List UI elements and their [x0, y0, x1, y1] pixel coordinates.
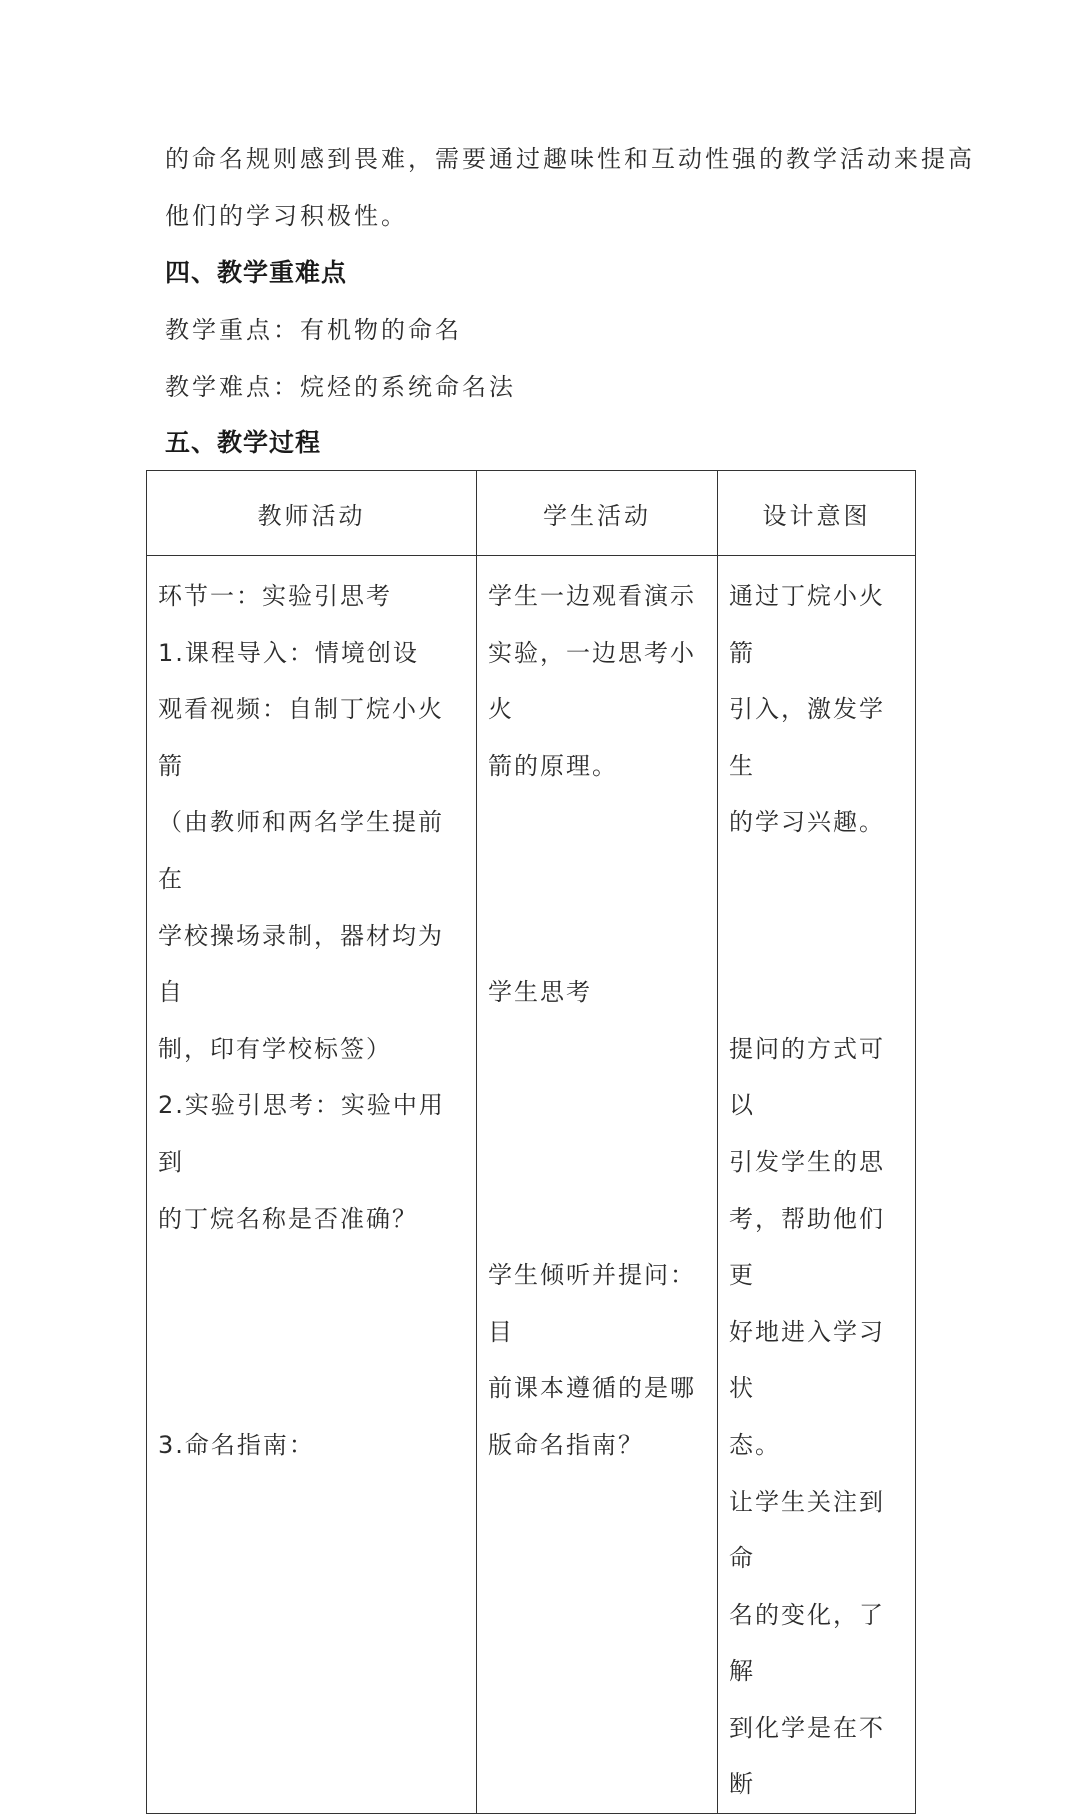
student-activity-line	[488, 1191, 707, 1248]
design-intent-line: 引入，激发学生	[729, 695, 885, 780]
design-intent-line	[729, 851, 905, 908]
student-activity-line	[488, 1134, 707, 1191]
teacher-activity-cell	[147, 556, 477, 1814]
teacher-activity-line	[158, 1360, 466, 1417]
design-intent-line	[729, 908, 905, 965]
table-body-row	[147, 556, 916, 1814]
design-intent-line	[729, 964, 905, 1021]
difficulty-text: 教学难点：烷烃的系统命名法	[165, 373, 516, 401]
teacher-activity-line: 学校操场录制，器材均为自	[158, 921, 444, 1007]
teacher-activity-line: 1.课程导入：情境创设	[158, 638, 419, 667]
intro-line-2: 他们的学习积极性。	[165, 202, 408, 230]
teacher-activity-line: 制，印有学校标签）	[158, 1034, 392, 1063]
design-intent-line: 态。	[729, 1430, 781, 1459]
student-activity-line: 实验，一边思考小火	[488, 638, 696, 724]
design-intent-line: 名的变化，了解	[729, 1600, 885, 1686]
teacher-activity-line: （由教师和两名学生提前在	[158, 808, 444, 893]
table-header-row	[147, 471, 916, 556]
key-point-text: 教学重点：有机物的命名	[165, 316, 462, 344]
student-activity-line: 学生思考	[488, 978, 592, 1007]
student-activity-line	[488, 794, 707, 851]
design-intent-line: 好地进入学习状	[729, 1317, 885, 1403]
design-intent-line: 通过丁烷小火箭	[729, 582, 885, 667]
teaching-process-table	[146, 470, 916, 1814]
design-intent-line: 到化学是在不断	[729, 1713, 885, 1799]
design-intent-cell	[718, 556, 916, 1814]
header-student-activity: 学生活动	[477, 471, 718, 556]
section-5-heading: 五、教学过程	[165, 428, 322, 457]
design-intent-line: 引发学生的思	[729, 1147, 885, 1176]
student-activity-line	[488, 1021, 707, 1078]
teacher-activity-line	[158, 1304, 466, 1361]
teacher-activity-line: 2.实验引思考：实验中用到	[158, 1091, 445, 1176]
header-teacher-activity: 教师活动	[147, 471, 477, 556]
design-intent-lines	[718, 556, 915, 1813]
student-activity-line: 学生一边观看演示	[488, 582, 696, 610]
design-intent-line: 提问的方式可以	[729, 1034, 885, 1120]
teacher-activity-line: 环节一：实验引思考	[158, 582, 392, 610]
student-activity-cell	[477, 556, 718, 1814]
section-4-heading: 四、教学重难点	[165, 258, 348, 287]
student-activity-line: 版命名指南？	[488, 1430, 644, 1459]
student-activity-line	[488, 908, 707, 965]
teacher-activity-line: 3.命名指南：	[158, 1430, 315, 1459]
header-design-intent: 设计意图	[718, 471, 916, 556]
intro-line-1: 的命名规则感到畏难，需要通过趣味性和互动性强的教学活动来提高	[165, 145, 975, 173]
student-activity-line: 前课本遵循的是哪	[488, 1374, 696, 1403]
teacher-activity-line	[158, 1247, 466, 1304]
teacher-activity-line: 的丁烷名称是否准确？	[158, 1204, 418, 1233]
design-intent-line: 让学生关注到命	[729, 1487, 885, 1573]
design-intent-line: 的学习兴趣。	[729, 808, 885, 837]
student-activity-line: 箭的原理。	[488, 751, 618, 780]
student-activity-line	[488, 851, 707, 908]
design-intent-line: 考，帮助他们更	[729, 1204, 885, 1290]
student-activity-line	[488, 1077, 707, 1134]
student-activity-lines	[477, 556, 717, 1474]
teacher-activity-lines	[147, 556, 476, 1474]
student-activity-line: 学生倾听并提问：目	[488, 1261, 696, 1346]
teacher-activity-line: 观看视频：自制丁烷小火箭	[158, 695, 444, 780]
